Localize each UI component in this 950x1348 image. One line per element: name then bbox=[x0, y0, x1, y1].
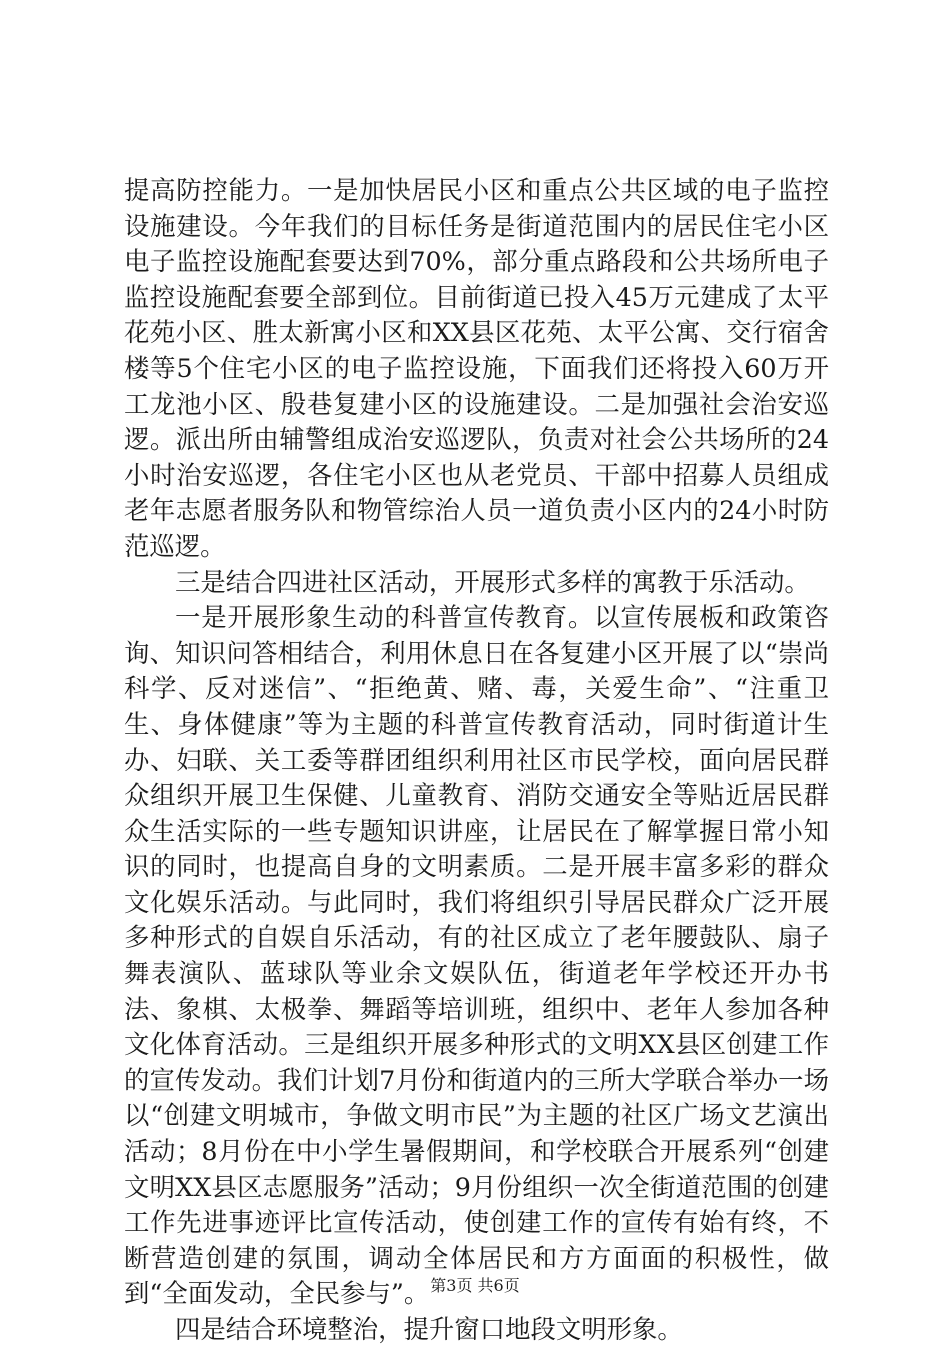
paragraph-heading-environment: 四是结合环境整治，提升窗口地段文明形象。 bbox=[175, 1314, 683, 1344]
paragraph-security-measures: 提高防控能力。一是加快居民小区和重点公共区域的电子监控设施建设。今年我们的目标任务是街道范围内的居民住宅小区电子监控设施配套要达到70%，部分重点路段和公共场所电子监控设施配套要全部到位。目前街道已投入45万元建成了太平花苑小区、胜太新寓小区和XX县区花苑、太平公寓、交行宿舍楼等5个住宅小区的电子监控设施，下面我们还将投入60万开工龙池小区、殷巷复建小区的设施建设。二是加强社会治安巡逻。派出所由辅警组成治安巡逻队，负责对社会公共场所的24小时治安巡逻，各住宅小区也从老党员、干部中招募人员组成老年志愿者服务队和物管综治人员一道负责小区内的24小时防范巡逻。 bbox=[124, 175, 829, 561]
document-body bbox=[124, 173, 829, 1348]
paragraph-heading-community-activities: 三是结合四进社区活动，开展形式多样的寓教于乐活动。 bbox=[175, 566, 810, 597]
page-number-footer: 第3页 共6页 bbox=[430, 1276, 520, 1295]
paragraph-science-education: 一是开展形象生动的科普宣传教育。以宣传展板和政策咨询、知识问答相结合，利用休息日在各复建小区开展了以“崇尚科学、反对迷信”、“拒绝黄、赌、毒，关爱生命”、“注重卫生、身体健康”等为主题的科普宣传教育活动，同时街道计生办、妇联、关工委等群团组织利用社区市民学校，面向居民群众组织开展卫生保健、儿童教育、消防交通安全等贴近居民群众生活实际的一些专题知识讲座，让居民在了解掌握日常小知识的同时，也提高自身的文明素质。二是开展丰富多彩的群众文化娱乐活动。与此同时，我们将组织引导居民群众广泛开展多种形式的自娱自乐活动，有的社区成立了老年腰鼓队、扇子舞表演队、蓝球队等业余文娱队伍，街道老年学校还开办书法、象棋、太极拳、舞蹈等培训班，组织中、老年人参加各种文化体育活动。三是组织开展多种形式的文明XX县区创建工作的宣传发动。我们计划7月份和街道内的三所大学联合举办一场以“创建文明城市，争做文明市民”为主题的社区广场文艺演出活动；8月份在中小学生暑假期间，和学校联合开展系列“创建文明XX县区志愿服务”活动；9月份组织一次全街道范围的创建工作先进事迹评比宣传活动，使创建工作的宣传有始有终，不断营造创建的氛围，调动全体居民和方方面面的积极性，做到“全面发动，全民参与”。 bbox=[124, 602, 829, 1309]
